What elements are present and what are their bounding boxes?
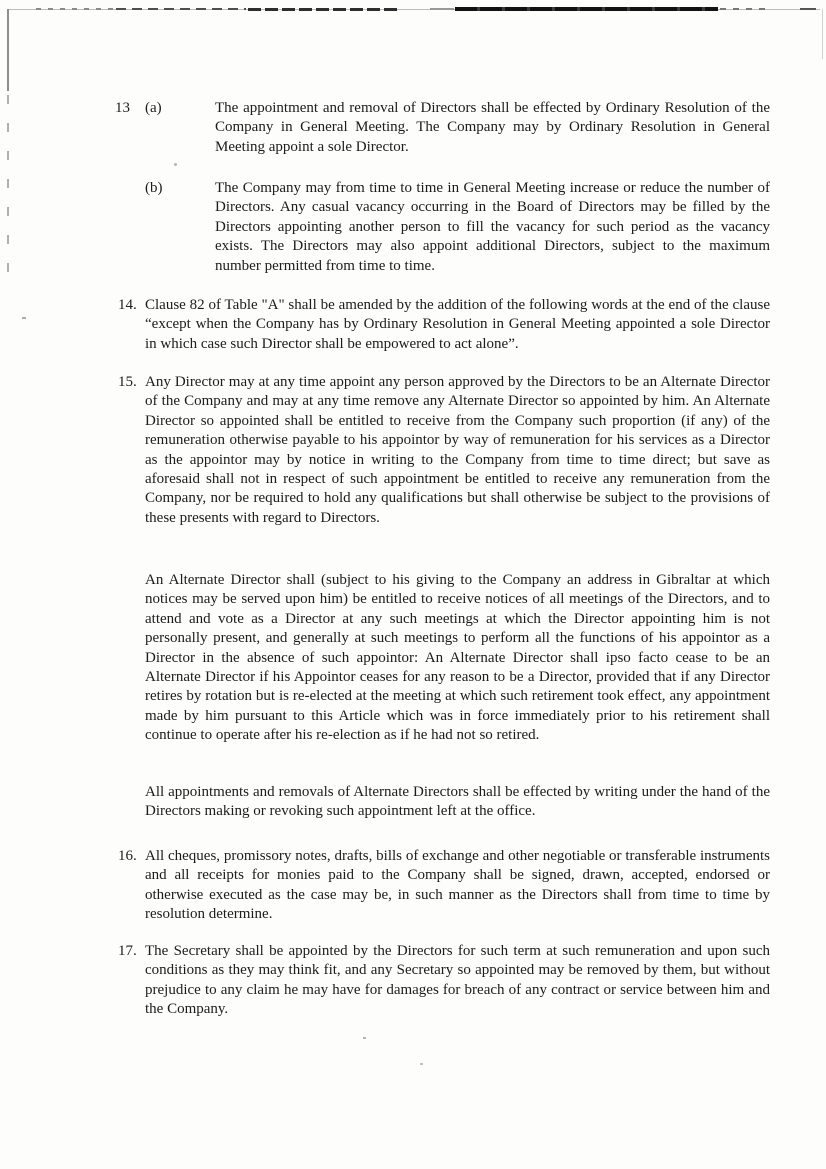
clause-17-text: The Secretary shall be appointed by the Directors for such term at such remuneration and upon such conditions as they may think fit, and any Secretary so appointed may be removed by them, but without prejudice to any claim he may have for damages for breach of any contract or service between him and the Company. <box>145 943 770 1018</box>
clause-15-paragraph-1: Any Director may at any time appoint any person approved by the Directors to be an Alternate Director of the Company and may at any time remove any Alternate Director so appointed by him. An Alternate Director so appointed shall be entitled to receive from the Company such proportion (if any) of the remuneration otherwise payable to his appointor by way of remuneration for his services as a Director as the appointor may by notice in writing to the Company from time to time direct; but save as aforesaid shall not in respect of such appointment be entitled to receive any remuneration from the Company, nor be required to hold any qualifications but shall otherwise be subject to the provisions of these presents with regard to Directors. <box>145 374 770 526</box>
clause-14 <box>0 296 826 354</box>
clause-15-number: 15. <box>118 374 137 390</box>
clause-15-continued <box>0 783 826 822</box>
scan-top-edge-dashes <box>800 8 816 10</box>
scan-speck <box>420 1063 423 1065</box>
clause-13a <box>0 99 826 157</box>
clause-17 <box>0 942 826 1020</box>
scan-speck <box>363 1037 366 1039</box>
subclause-b-marker: (b) <box>145 180 163 196</box>
scan-top-edge-dashes <box>116 8 246 10</box>
clause-16-number: 16. <box>118 848 137 864</box>
clause-17-number: 17. <box>118 943 137 959</box>
clause-13a-text: The appointment and removal of Directors shall be effected by Ordinary Resolution of the Company in General Meeting. The Company may by Ordinary Resolution in General Meeting appoint a sole Director. <box>215 100 770 155</box>
scan-left-edge-line <box>7 9 9 91</box>
clause-15 <box>0 373 826 528</box>
scan-speck <box>174 163 177 166</box>
clause-15-paragraph-3: All appointments and removals of Alternate Directors shall be effected by writing under the hand of the Directors making or revoking such appointment left at the office. <box>145 784 770 820</box>
scan-top-edge-dashes <box>248 8 398 11</box>
clause-13b <box>0 179 826 276</box>
clause-16 <box>0 847 826 925</box>
subclause-a-marker: (a) <box>145 100 162 116</box>
scan-top-edge-dashes <box>36 8 116 10</box>
clause-13b-text: The Company may from time to time in General Meeting increase or reduce the number of Directors. Any casual vacancy occurring in the Board of Directors may be filled by the Directors appointing another person to fill the vacancy for such period as the vacancy exists. The Directors may also appoint additional Directors, subject to the maximum number permitted from time to time. <box>215 180 770 274</box>
scan-top-edge-bar <box>455 7 718 11</box>
scan-top-edge-line <box>8 9 820 10</box>
scan-top-edge-dashes <box>430 8 454 10</box>
clause-16-text: All cheques, promissory notes, drafts, bills of exchange and other negotiable or transferable instruments and all receipts for monies paid to the Company shall be signed, drawn, accepted, endorsed or otherwise executed as the case may be, in such manner as the Directors shall from time to time by resolution determine. <box>145 848 770 923</box>
clause-15-continued <box>0 571 826 746</box>
scan-top-edge-dashes <box>720 8 768 10</box>
clause-13-number: 13 <box>115 100 130 116</box>
clause-14-number: 14. <box>118 297 137 313</box>
clause-14-text: Clause 82 of Table "A" shall be amended by the addition of the following words at the end of the clause “except when the Company has by Ordinary Resolution in General Meeting appointed a sole Director in which case such Director shall be empowered to act alone”. <box>145 297 770 352</box>
clause-15-paragraph-2: An Alternate Director shall (subject to his giving to the Company an address in Gibraltar at which notices may be served upon him) be entitled to receive notices of all meetings of the Directors, and to attend and vote as a Director at any such meetings at which the Director appointing him is not personally present, and generally at such meetings to perform all the functions of his appointor as a Director in the absence of such appointor: An Alternate Director shall ipso facto cease to be an Alternate Director if his Appointor ceases for any reason to be a Director, provided that if any Director retires by rotation but is re-elected at the meeting at which such retirement took effect, any appointment made by him pursuant to this Article which was in force immediately prior to his retirement shall continue to operate after his re-election as if he had not so retired. <box>145 572 770 744</box>
scan-right-edge-line <box>822 9 823 59</box>
